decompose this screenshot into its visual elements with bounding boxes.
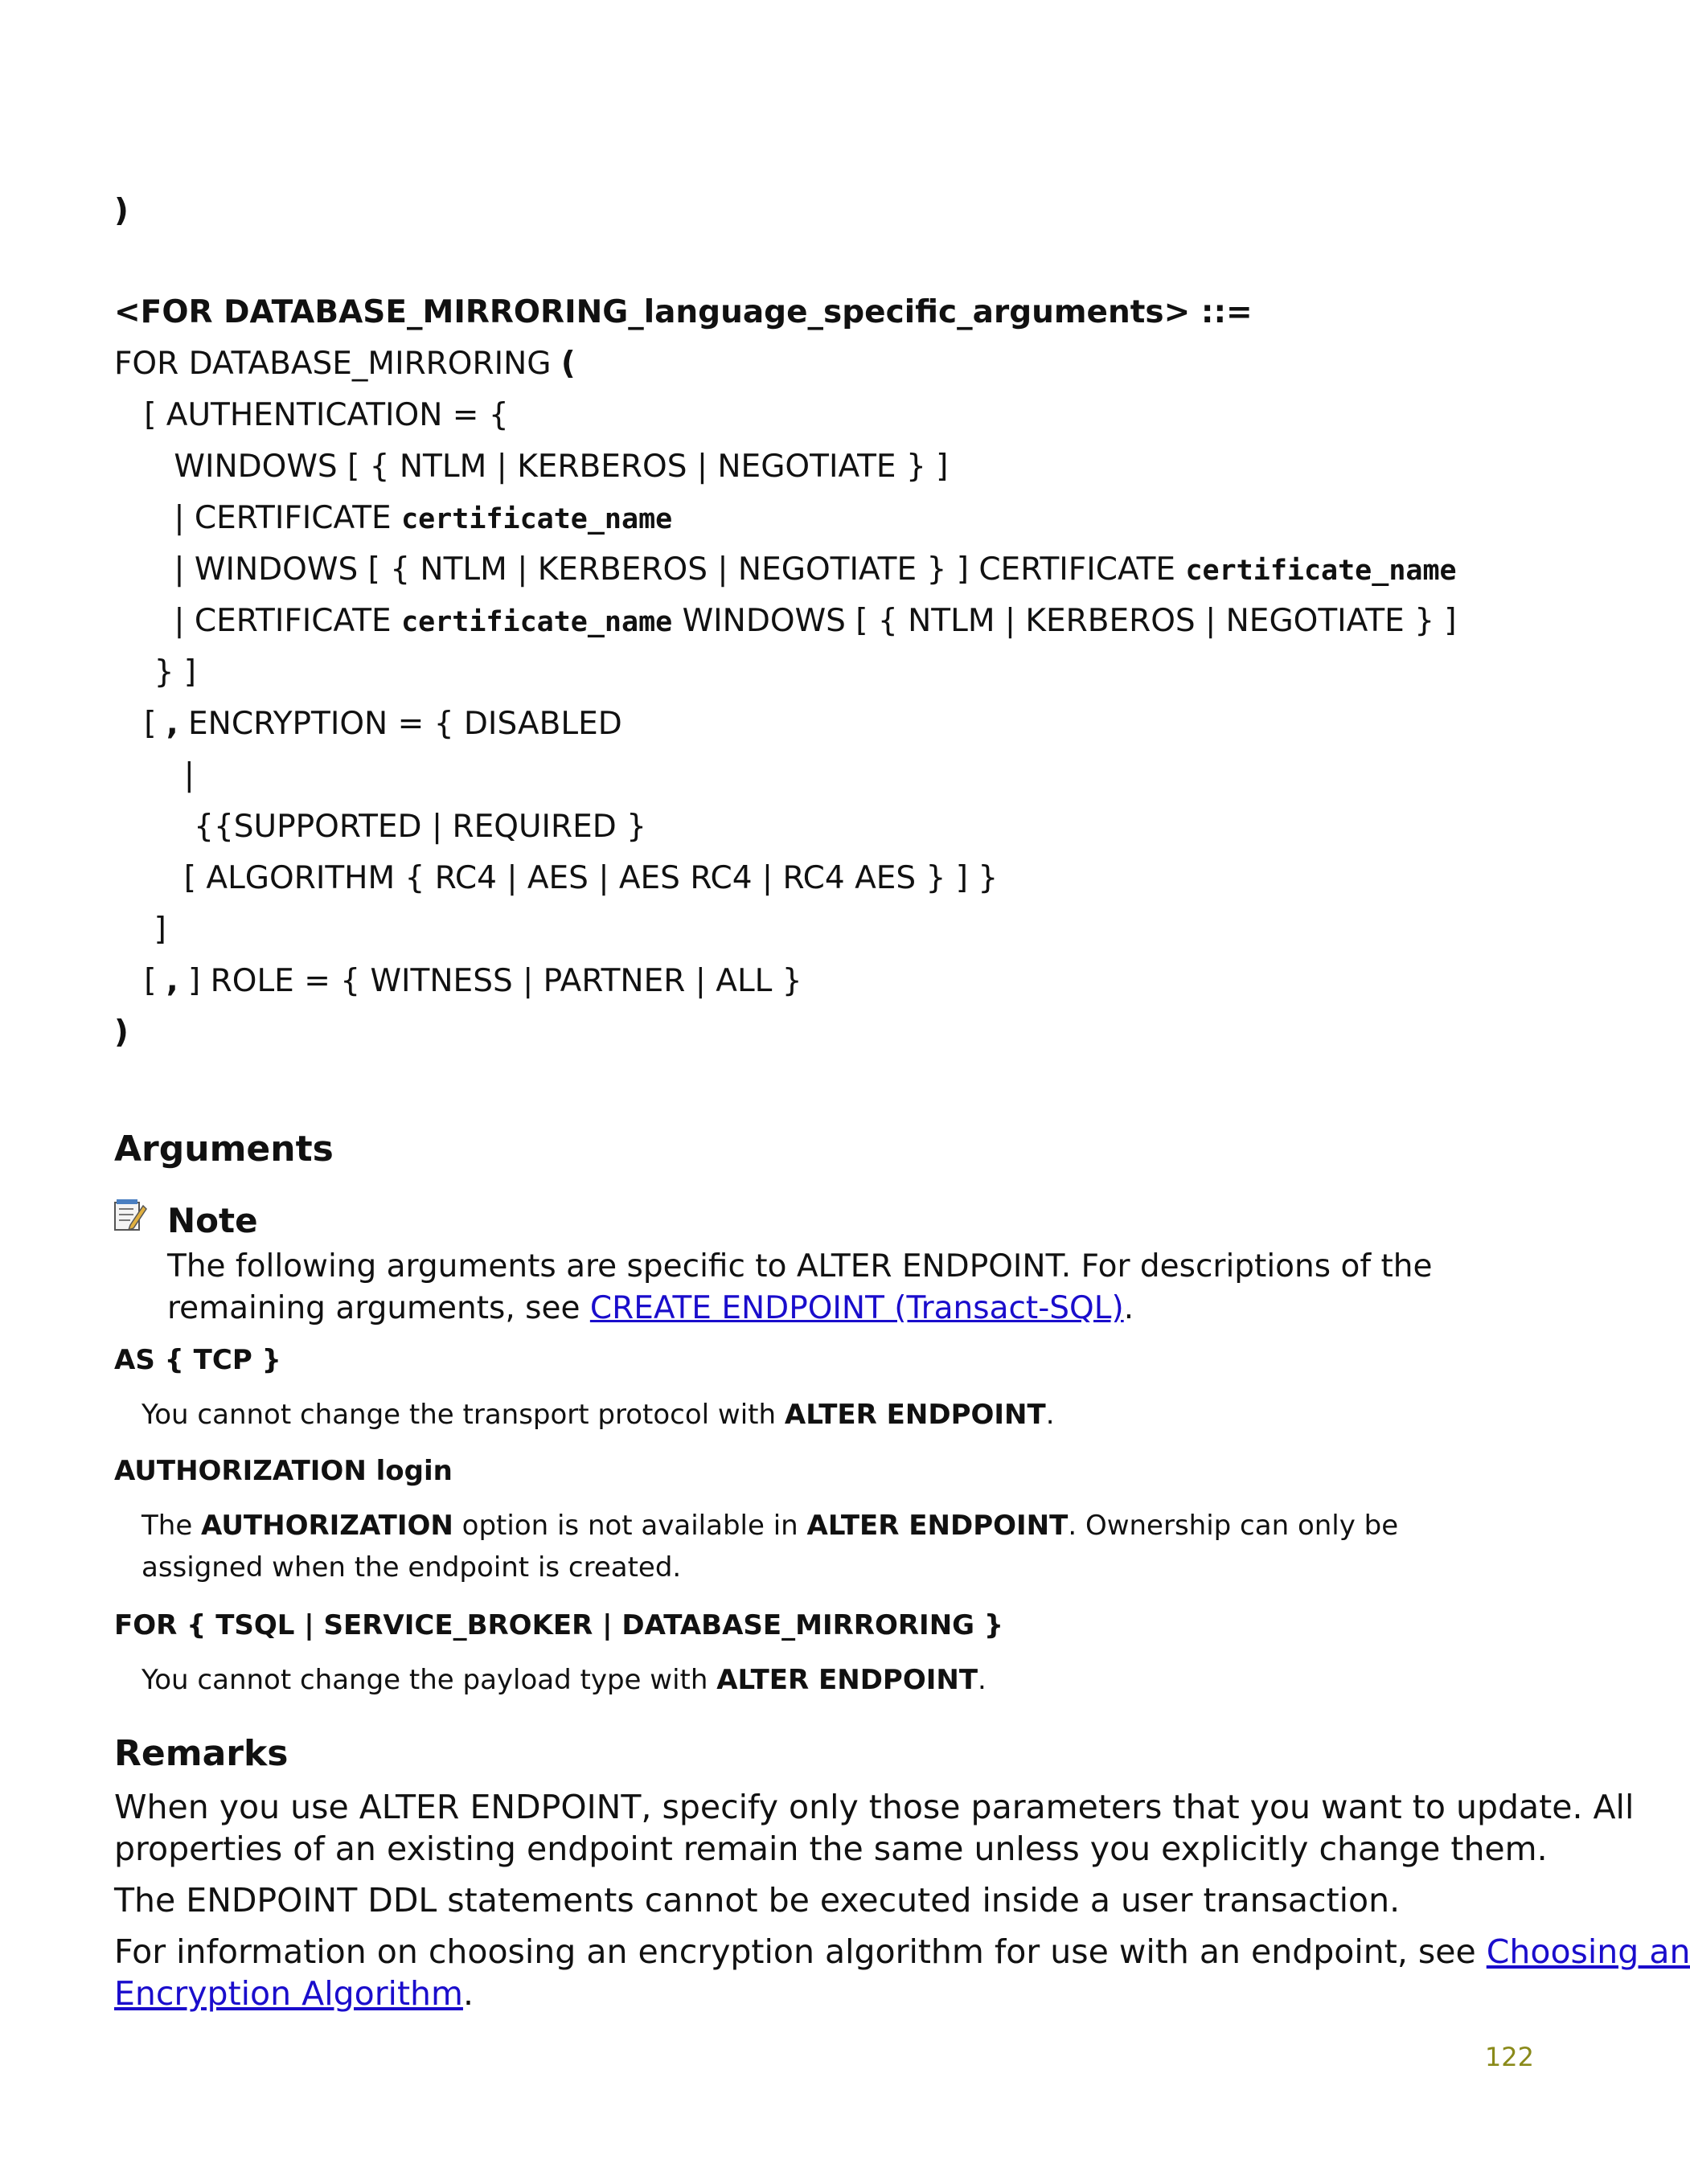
- syntax-for-line: [114, 344, 576, 384]
- desc-authorization-line-2: assigned when the endpoint is created.: [142, 1551, 682, 1584]
- syntax-enc-bracket: [: [114, 706, 166, 742]
- syntax-role-comma: ,: [166, 963, 178, 999]
- syntax-win-cert-name: certificate_name: [1185, 555, 1457, 587]
- syntax-enc-text: ENCRYPTION = { DISABLED: [178, 706, 622, 742]
- syntax-cert-line: [114, 498, 672, 539]
- desc-authorization-line-1: [142, 1505, 1398, 1547]
- remarks-p3-end: .: [462, 1974, 474, 2013]
- note-icon: [113, 1198, 148, 1233]
- syntax-pipe-line: |: [114, 757, 195, 793]
- syntax-auth-open: [ AUTHENTICATION = {: [114, 397, 509, 433]
- desc-as-tcp: [142, 1394, 1055, 1436]
- choosing-algorithm-link-part-1[interactable]: Choosing an: [1486, 1932, 1690, 1971]
- term-for-payload: FOR { TSQL | SERVICE_BROKER | DATABASE_MIRRORING }: [114, 1609, 1004, 1641]
- desc-auth-text-b: option is not available in: [453, 1510, 807, 1542]
- syntax-role-line: [114, 961, 802, 1002]
- desc-auth-bold-1: AUTHORIZATION: [201, 1510, 453, 1542]
- desc-for-bold: ALTER ENDPOINT: [716, 1664, 978, 1696]
- syntax-auth-close: } ]: [114, 654, 197, 690]
- desc-auth-bold-2: ALTER ENDPOINT: [806, 1510, 1069, 1542]
- create-endpoint-link[interactable]: CREATE ENDPOINT (Transact-SQL): [589, 1290, 1124, 1326]
- note-line-1: The following arguments are specific to ALTER ENDPOINT. For descriptions of the: [167, 1248, 1433, 1285]
- syntax-cert-win-name: certificate_name: [401, 606, 673, 638]
- syntax-enc-close: ]: [114, 912, 166, 948]
- remarks-p2: The ENDPOINT DDL statements cannot be executed inside a user transaction.: [114, 1881, 1401, 1920]
- remarks-heading: Remarks: [114, 1733, 289, 1774]
- remarks-p1-line-1: When you use ALTER ENDPOINT, specify only those parameters that you want to update. All: [114, 1788, 1635, 1826]
- syntax-close-paren-bottom: ): [114, 1014, 129, 1051]
- syntax-cert-name: certificate_name: [401, 503, 673, 535]
- choosing-algorithm-link-part-2[interactable]: Encryption Algorithm: [114, 1974, 463, 2013]
- note-title: Note: [167, 1201, 258, 1240]
- syntax-role-bracket: [: [114, 963, 166, 999]
- desc-auth-text-c: . Ownership can only be: [1068, 1510, 1399, 1542]
- syntax-win-cert-line: [114, 550, 1457, 591]
- syntax-win-cert-keyword: | WINDOWS [ { NTLM | KERBEROS | NEGOTIATE } ] CERTIFICATE: [114, 551, 1186, 588]
- syntax-cert-win-line: [114, 601, 1457, 642]
- desc-for-payload: [142, 1659, 987, 1701]
- syntax-role-text: ] ROLE = { WITNESS | PARTNER | ALL }: [178, 963, 802, 999]
- syntax-algorithm-line: [ ALGORITHM { RC4 | AES | AES RC4 | RC4 AES } ] }: [114, 860, 999, 896]
- syntax-for-text: FOR DATABASE_MIRRORING: [114, 346, 561, 382]
- desc-as-tcp-end: .: [1045, 1399, 1055, 1431]
- syntax-cert-win-keyword: | CERTIFICATE: [114, 603, 402, 639]
- syntax-cert-keyword: | CERTIFICATE: [114, 500, 402, 536]
- remarks-p3-text: For information on choosing an encryption algorithm for use with an endpoint, see: [114, 1932, 1487, 1971]
- syntax-supported-line: {{SUPPORTED | REQUIRED }: [114, 809, 646, 845]
- desc-auth-text-a: The: [142, 1510, 202, 1542]
- page-number: 122: [1484, 2042, 1534, 2072]
- note-line-2-end: .: [1123, 1290, 1134, 1326]
- desc-as-tcp-bold: ALTER ENDPOINT: [784, 1399, 1046, 1431]
- arguments-heading: Arguments: [114, 1129, 334, 1170]
- syntax-enc-open: [114, 704, 622, 744]
- syntax-cert-win-tail: WINDOWS [ { NTLM | KERBEROS | NEGOTIATE } ]: [672, 603, 1457, 639]
- syntax-for-paren: (: [560, 346, 576, 382]
- syntax-close-paren-top: ): [114, 193, 129, 229]
- syntax-windows-line: WINDOWS [ { NTLM | KERBEROS | NEGOTIATE } ]: [114, 449, 949, 485]
- term-as-tcp: AS { TCP }: [114, 1344, 281, 1376]
- desc-for-text: You cannot change the payload type with: [142, 1664, 717, 1696]
- note-line-2-text: remaining arguments, see: [167, 1290, 590, 1326]
- desc-for-end: .: [978, 1664, 987, 1696]
- remarks-p3-line-1: [114, 1931, 1690, 1973]
- desc-as-tcp-text: You cannot change the transport protocol with: [142, 1399, 785, 1431]
- remarks-p3-line-2: [114, 1973, 474, 2014]
- note-line-2: [167, 1288, 1134, 1330]
- syntax-header: <FOR DATABASE_MIRRORING_language_specific_arguments> ::=: [114, 294, 1253, 330]
- syntax-enc-comma: ,: [166, 706, 178, 742]
- term-authorization: AUTHORIZATION login: [114, 1455, 453, 1487]
- remarks-p1-line-2: properties of an existing endpoint remain the same unless you explicitly change them.: [114, 1830, 1548, 1868]
